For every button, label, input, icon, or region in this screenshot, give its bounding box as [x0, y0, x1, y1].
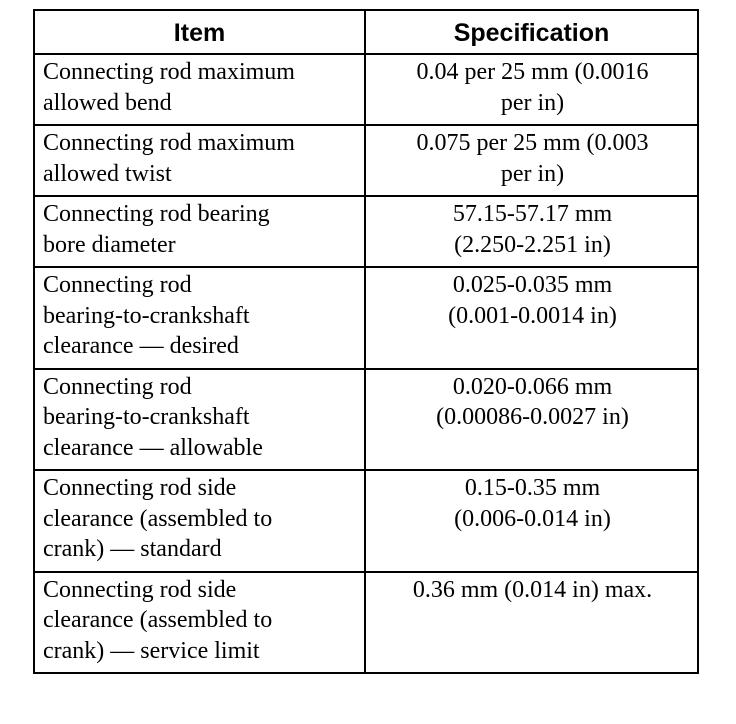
- item-line: crank) — service limit: [43, 637, 260, 664]
- spec-line: (0.006-0.014 in): [454, 505, 611, 532]
- item-line: Connecting rod side: [43, 475, 237, 501]
- item-line: Connecting rod maximum: [43, 130, 295, 156]
- item-line: Connecting rod: [43, 373, 192, 400]
- item-line: Connecting rod maximum: [43, 59, 295, 85]
- item-line: clearance (assembled to: [43, 505, 273, 532]
- item-cell: [34, 369, 365, 471]
- header-item: Item: [34, 10, 365, 54]
- table-row: [34, 54, 698, 125]
- item-line: Connecting rod: [43, 272, 192, 298]
- spec-cell: [365, 196, 698, 267]
- spec-line: 0.15-0.35 mm: [464, 475, 601, 501]
- item-line: allowed twist: [43, 160, 172, 187]
- spec-cell: [365, 470, 698, 572]
- item-cell: [34, 470, 365, 572]
- spec-line: 0.020-0.066 mm: [452, 373, 613, 400]
- spec-cell: [365, 267, 698, 369]
- spec-cell: [365, 572, 698, 674]
- item-line: bearing-to-crankshaft: [43, 302, 250, 329]
- item-cell: [34, 572, 365, 674]
- item-cell: [34, 54, 365, 125]
- spec-line: (0.001-0.0014 in): [448, 302, 617, 329]
- table-body: [34, 54, 698, 673]
- table-header: [34, 10, 698, 54]
- table-row: [34, 196, 698, 267]
- item-cell: [34, 196, 365, 267]
- spec-cell: [365, 54, 698, 125]
- spec-line: (2.250-2.251 in): [454, 231, 611, 258]
- table-row: [34, 125, 698, 196]
- header-row: [34, 10, 698, 54]
- item-line: bearing-to-crankshaft: [43, 404, 250, 430]
- spec-line: (0.00086-0.0027 in): [436, 404, 629, 430]
- table-row: [34, 470, 698, 572]
- item-cell: [34, 267, 365, 369]
- spec-line: 0.025-0.035 mm: [452, 272, 613, 298]
- item-line: clearance — allowable: [43, 434, 263, 461]
- spec-line: 0.04 per 25 mm (0.0016: [416, 59, 649, 85]
- table-row: [34, 369, 698, 471]
- header-specification: Specification: [365, 10, 698, 54]
- spec-cell: [365, 369, 698, 471]
- item-line: Connecting rod side: [43, 576, 237, 603]
- item-line: clearance — desired: [43, 333, 239, 359]
- item-line: allowed bend: [43, 89, 172, 116]
- spec-line: 0.075 per 25 mm (0.003: [416, 130, 649, 156]
- specification-table: [33, 9, 699, 674]
- spec-line: per in): [500, 89, 565, 116]
- spec-cell: [365, 125, 698, 196]
- spec-line: 57.15-57.17 mm: [452, 201, 613, 227]
- table-row: [34, 267, 698, 369]
- item-line: clearance (assembled to: [43, 607, 273, 633]
- item-line: Connecting rod bearing: [43, 201, 270, 227]
- item-cell: [34, 125, 365, 196]
- item-line: crank) — standard: [43, 536, 222, 562]
- table-row: [34, 572, 698, 674]
- spec-line: per in): [500, 160, 565, 187]
- spec-line: 0.36 mm (0.014 in) max.: [412, 576, 653, 603]
- item-line: bore diameter: [43, 231, 176, 258]
